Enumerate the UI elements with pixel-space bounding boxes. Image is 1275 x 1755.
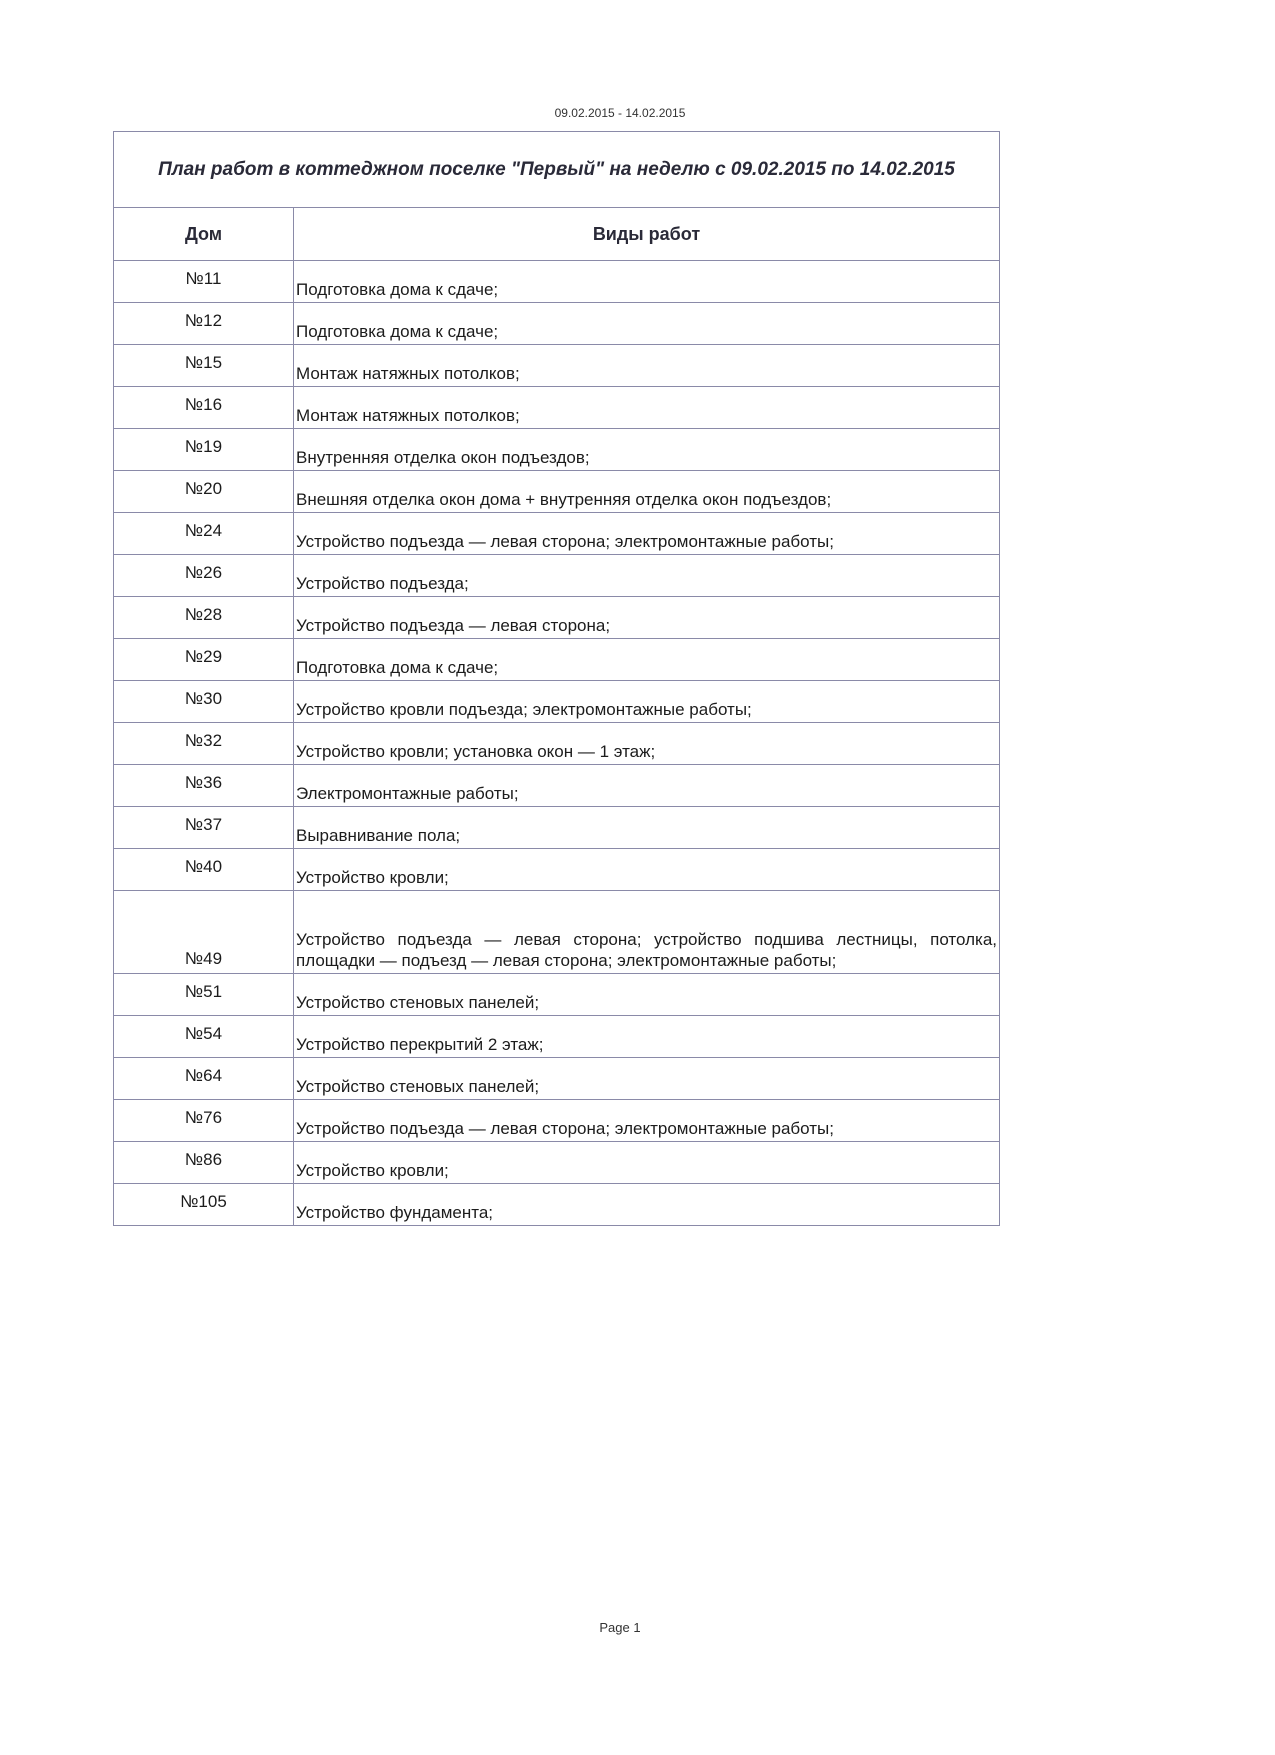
table-title-row xyxy=(114,132,1000,208)
work-description: Внешняя отделка окон дома + внутренняя отделка окон подъездов; xyxy=(294,471,1000,513)
column-header-house: Дом xyxy=(114,208,294,261)
table-row xyxy=(114,1184,1000,1226)
table-row xyxy=(114,345,1000,387)
table-row xyxy=(114,513,1000,555)
work-description: Устройство перекрытий 2 этаж; xyxy=(294,1016,1000,1058)
table-row xyxy=(114,681,1000,723)
table-row xyxy=(114,891,1000,974)
page-number: Page 1 xyxy=(599,1620,641,1635)
work-description: Устройство кровли; xyxy=(294,849,1000,891)
work-description: Устройство подъезда — левая сторона; электромонтажные работы; xyxy=(294,1100,1000,1142)
table-row xyxy=(114,849,1000,891)
house-number: №51 xyxy=(114,974,294,1016)
table-row xyxy=(114,387,1000,429)
house-number: №30 xyxy=(114,681,294,723)
table-row xyxy=(114,807,1000,849)
table-row xyxy=(114,639,1000,681)
table-title: План работ в коттеджном поселке "Первый" на неделю с 09.02.2015 по 14.02.2015 xyxy=(114,132,1000,208)
work-description: Устройство кровли; xyxy=(294,1142,1000,1184)
work-description: Монтаж натяжных потолков; xyxy=(294,345,1000,387)
work-description: Устройство фундамента; xyxy=(294,1184,1000,1226)
table-row xyxy=(114,723,1000,765)
table-row xyxy=(114,303,1000,345)
table-row xyxy=(114,555,1000,597)
house-number: №16 xyxy=(114,387,294,429)
house-number: №28 xyxy=(114,597,294,639)
work-description: Внутренняя отделка окон подъездов; xyxy=(294,429,1000,471)
table-row xyxy=(114,429,1000,471)
work-description: Устройство подъезда — левая сторона; xyxy=(294,597,1000,639)
house-number: №40 xyxy=(114,849,294,891)
house-number: №54 xyxy=(114,1016,294,1058)
house-number: №76 xyxy=(114,1100,294,1142)
work-description: Устройство подъезда — левая сторона; электромонтажные работы; xyxy=(294,513,1000,555)
work-description: Устройство подъезда — левая сторона; устройство подшива лестницы, потолка, площадки — подъезд — левая сторона; электромонтажные работы; xyxy=(294,891,1000,974)
work-description: Устройство кровли подъезда; электромонтажные работы; xyxy=(294,681,1000,723)
table-row xyxy=(114,1058,1000,1100)
table-row xyxy=(114,1100,1000,1142)
house-number: №19 xyxy=(114,429,294,471)
table-row xyxy=(114,1016,1000,1058)
house-number: №86 xyxy=(114,1142,294,1184)
table-header-row xyxy=(114,208,1000,261)
table-row xyxy=(114,765,1000,807)
work-description: Выравнивание пола; xyxy=(294,807,1000,849)
header-date-range: 09.02.2015 - 14.02.2015 xyxy=(554,106,686,120)
house-number: №24 xyxy=(114,513,294,555)
house-number: №15 xyxy=(114,345,294,387)
house-number: №32 xyxy=(114,723,294,765)
column-header-works: Виды работ xyxy=(294,208,1000,261)
work-plan-table xyxy=(113,131,1000,1226)
table-row xyxy=(114,1142,1000,1184)
house-number: №64 xyxy=(114,1058,294,1100)
house-number: №49 xyxy=(114,891,294,974)
work-description: Устройство стеновых панелей; xyxy=(294,1058,1000,1100)
table-row xyxy=(114,597,1000,639)
work-description: Устройство стеновых панелей; xyxy=(294,974,1000,1016)
house-number: №29 xyxy=(114,639,294,681)
house-number: №11 xyxy=(114,261,294,303)
work-description: Подготовка дома к сдаче; xyxy=(294,261,1000,303)
house-number: №20 xyxy=(114,471,294,513)
house-number: №36 xyxy=(114,765,294,807)
table-row xyxy=(114,471,1000,513)
house-number: №12 xyxy=(114,303,294,345)
house-number: №105 xyxy=(114,1184,294,1226)
work-description: Подготовка дома к сдаче; xyxy=(294,639,1000,681)
work-description: Устройство кровли; установка окон — 1 этаж; xyxy=(294,723,1000,765)
work-description: Электромонтажные работы; xyxy=(294,765,1000,807)
house-number: №37 xyxy=(114,807,294,849)
work-description: Устройство подъезда; xyxy=(294,555,1000,597)
work-description: Монтаж натяжных потолков; xyxy=(294,387,1000,429)
table-row xyxy=(114,974,1000,1016)
house-number: №26 xyxy=(114,555,294,597)
work-description: Подготовка дома к сдаче; xyxy=(294,303,1000,345)
table-row xyxy=(114,261,1000,303)
